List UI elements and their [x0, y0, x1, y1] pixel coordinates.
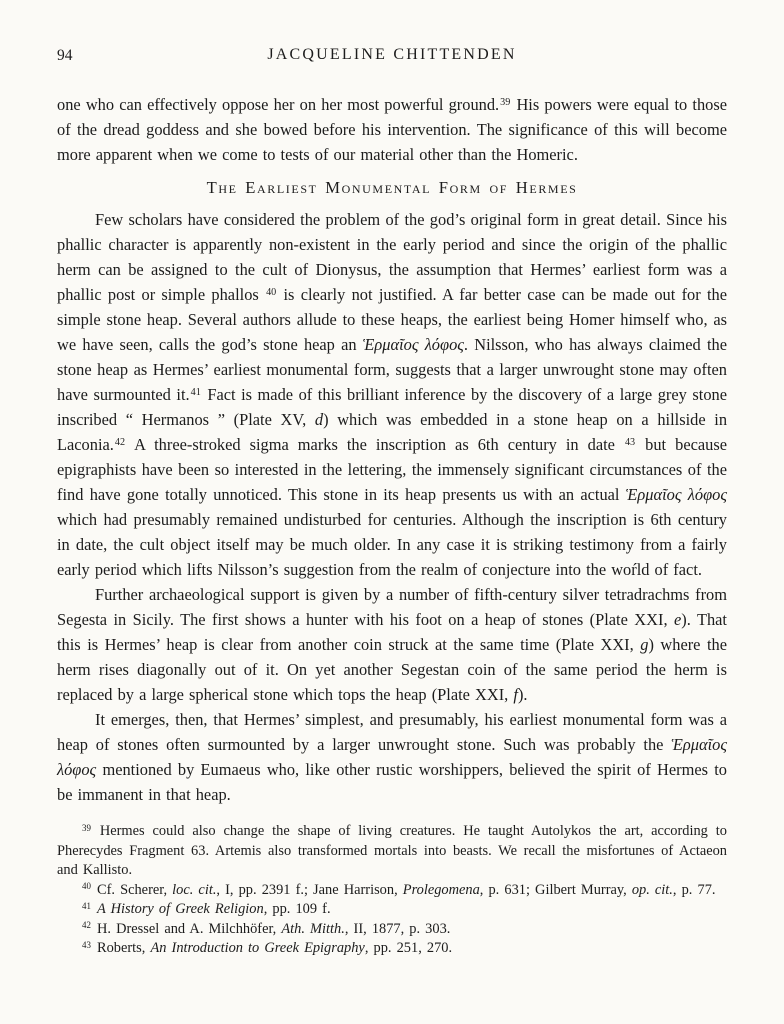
- footnote-41: $^{41}$ A History of Greek Religion, pp. 109 f.: [82, 900, 331, 917]
- body-paragraph-3: Further archaeological support is given by a number of fifth-century silver tetradrachms from Segesta in Sicily. The first shows a hunter with his foot on a heap of stones (Plate XXI, e). That this is Hermes’ heap is clear from another coin struck at the same time (Plate XXI, g) where the herm rises diagonally out of it. On yet another Segestan coin of the same period the herm is replaced by a large spherical stone which tops the heap (Plate XXI, f).: [57, 585, 727, 704]
- section-heading: The Earliest Monumental Form of Hermes: [206, 178, 578, 197]
- body-paragraph-4: It emerges, then, that Hermes’ simplest, and presumably, his earliest monumental form was a heap of stones often surmounted by a larger unwrought stone. Such was probably the Ἑρμαῖος λόφος mentioned by Eumaeus who, like other rustic worshippers, believed the spirit of Hermes to be immanent in that heap.: [57, 710, 727, 804]
- footnote-42: $^{42}$ H. Dressel and A. Milchhöfer, Ath. Mitth., II, 1877, p. 303.: [82, 920, 451, 937]
- footnote-40: $^{40}$ Cf. Scherer, loc. cit., I, pp. 2391 f.; Jane Harrison, Prolegomena, p. 631; Gilbert Murray, op. cit., p. 77.: [82, 881, 716, 898]
- page-header: [57, 46, 727, 66]
- body-paragraph-2: Few scholars have considered the problem of the god’s original form in great detail. Since his phallic character is apparently non-existent in the early period and since the origin of the phallic herm can be assigned to the cult of Dionysus, the assumption that Hermes’ earliest form was a phallic post or simple phallos $^{40}$ is clearly not justified. A far better case can be made out for the simple stone heap. Several authors allude to these heaps, the earliest being Homer himself who, as we have seen, calls the god’s stone heap an Ἑρμαῖος λόφος. Nilsson, who has always claimed the stone heap as Hermes’ earliest monumental form, suggests that a larger unwrought stone may often have surmounted it.$^{41}$ Fact is made of this brilliant inference by the discovery of a large grey stone inscribed “ Hermanos ” (Plate XV, d) which was embedded in a stone heap on a hillside in Laconia.$^{42}$ A three-stroked sigma marks the inscription as 6th century in date $^{43}$ but because epigraphists have been so interested in the lettering, the immensely significant circumstances of the find have gone totally unnoticed. This stone in its heap presents us with an actual Ἑρμαῖος λόφος which had presumably remained undisturbed for centuries. Although the inscription is 6th century in date, the cult object itself may be much older. In any case it is striking testimony from a fairly early period which lifts Nilsson’s suggestion from the realm of conjecture into the woŕld of fact.: [57, 210, 728, 579]
- body-paragraph-1: one who can effectively oppose her on her most powerful ground.$^{39}$ His powers were equal to those of the dread goddess and she bowed before his intervention. The significance of this will become more apparent when we come to tests of our material other than the Homeric.: [57, 95, 727, 164]
- page-number: 94: [57, 47, 73, 64]
- footnotes-block: [57, 822, 727, 959]
- running-head-author: JACQUELINE CHITTENDEN: [267, 46, 517, 63]
- footnote-43: $^{43}$ Roberts, An Introduction to Greek Epigraphy, pp. 251, 270.: [82, 939, 453, 956]
- footnote-39: $^{39}$ Hermes could also change the shape of living creatures. He taught Autolykos the art, according to Pherecydes Fragment 63. Artemis also transformed mortals into beasts. We recall the misfortunes of Actaeon and Kallisto.: [57, 822, 727, 878]
